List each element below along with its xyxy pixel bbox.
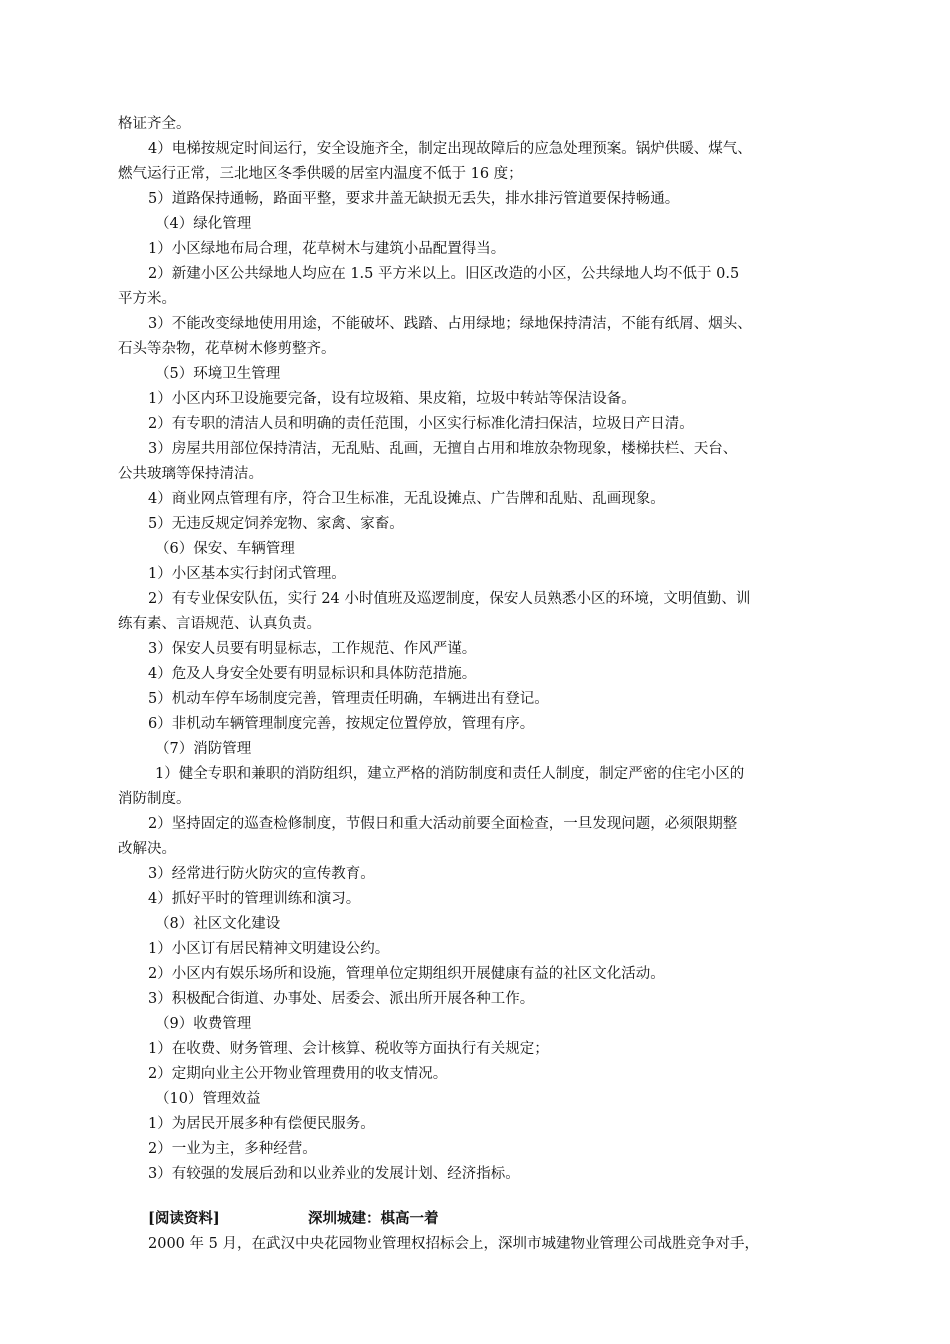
text-line: 4）危及人身安全处要有明显标识和具体防范措施。 bbox=[148, 666, 477, 682]
text-line: 3）有较强的发展后劲和以业养业的发展计划、经济指标。 bbox=[148, 1166, 520, 1182]
text-line: 格证齐全。 bbox=[118, 116, 191, 132]
text-line: 3）房屋共用部位保持清洁，无乱贴、乱画，无擅自占用和堆放杂物现象，楼梯扶栏、天台、 bbox=[148, 441, 738, 457]
text-line: 1）小区订有居民精神文明建设公约。 bbox=[148, 941, 390, 957]
document-page bbox=[118, 112, 850, 1257]
text-line: 石头等杂物，花草树木修剪整齐。 bbox=[118, 341, 336, 357]
text-line: 4）抓好平时的管理训练和演习。 bbox=[148, 891, 361, 907]
text-line: 1）小区基本实行封闭式管理。 bbox=[148, 566, 346, 582]
text-line: 1）健全专职和兼职的消防组织，建立严格的消防制度和责任人制度，制定严密的住宅小区的 bbox=[155, 766, 745, 782]
text-line: 消防制度。 bbox=[118, 791, 191, 807]
text-line: 1）小区内环卫设施要完备，设有垃圾箱、果皮箱，垃圾中转站等保洁设备。 bbox=[148, 391, 636, 407]
text-line: 6）非机动车辆管理制度完善，按规定位置停放，管理有序。 bbox=[148, 716, 535, 732]
text-line: 4）商业网点管理有序，符合卫生标准，无乱设摊点、广告牌和乱贴、乱画现象。 bbox=[148, 491, 665, 507]
text-line: 2）定期向业主公开物业管理费用的收支情况。 bbox=[148, 1066, 448, 1082]
text-line: 改解决。 bbox=[118, 841, 176, 857]
text-line: （7）消防管理 bbox=[155, 741, 252, 757]
body-text bbox=[118, 112, 850, 1187]
text-line: （6）保安、车辆管理 bbox=[155, 541, 295, 557]
reading-heading bbox=[118, 1206, 850, 1232]
text-line: 5）机动车停车场制度完善，管理责任明确，车辆进出有登记。 bbox=[148, 691, 549, 707]
text-line: 5）无违反规定饲养宠物、家禽、家畜。 bbox=[148, 516, 404, 532]
text-line: （8）社区文化建设 bbox=[155, 916, 281, 932]
text-line: 3）保安人员要有明显标志，工作规范、作风严谨。 bbox=[148, 641, 477, 657]
reading-first-line: 2000 年 5 月，在武汉中央花园物业管理权招标会上，深圳市城建物业管理公司战胜竞争对手， bbox=[148, 1236, 759, 1252]
text-line: 练有素、言语规范、认真负责。 bbox=[118, 616, 321, 632]
text-line: （9）收费管理 bbox=[155, 1016, 252, 1032]
text-line: 5）道路保持通畅，路面平整，要求井盖无缺损无丢失，排水排污管道要保持畅通。 bbox=[148, 191, 680, 207]
text-line: 公共玻璃等保持清洁。 bbox=[118, 466, 263, 482]
text-line: （10）管理效益 bbox=[155, 1091, 261, 1107]
reading-title: 深圳城建：棋高一着 bbox=[308, 1210, 439, 1227]
text-line: 4）电梯按规定时间运行，安全设施齐全，制定出现故障后的应急处理预案。锅炉供暖、煤气、 bbox=[148, 141, 752, 157]
text-line: 2）坚持固定的巡查检修制度，节假日和重大活动前要全面检查，一旦发现问题，必须限期整 bbox=[148, 816, 738, 832]
text-line: 3）不能改变绿地使用用途，不能破坏、践踏、占用绿地；绿地保持清洁，不能有纸屑、烟头、 bbox=[148, 316, 752, 332]
text-line: 2）有专业保安队伍，实行 24 小时值班及巡逻制度，保安人员熟悉小区的环境，文明值勤、训 bbox=[148, 591, 751, 607]
text-line: 2）一业为主，多种经营。 bbox=[148, 1141, 317, 1157]
reading-tag: [阅读资料] bbox=[148, 1210, 220, 1227]
text-line: （4）绿化管理 bbox=[155, 216, 252, 232]
section-gap bbox=[118, 1187, 850, 1206]
text-line: 1）在收费、财务管理、会计核算、税收等方面执行有关规定； bbox=[148, 1041, 549, 1057]
text-line: 2）有专职的清洁人员和明确的责任范围，小区实行标准化清扫保洁，垃圾日产日清。 bbox=[148, 416, 694, 432]
text-line: 平方米。 bbox=[118, 291, 176, 307]
text-line: （5）环境卫生管理 bbox=[155, 366, 281, 382]
text-line: 燃气运行正常，三北地区冬季供暖的居室内温度不低于 16 度； bbox=[118, 166, 523, 182]
text-line: 3）积极配合街道、办事处、居委会、派出所开展各种工作。 bbox=[148, 991, 535, 1007]
text-line: 3）经常进行防火防灾的宣传教育。 bbox=[148, 866, 375, 882]
text-line: 2）小区内有娱乐场所和设施，管理单位定期组织开展健康有益的社区文化活动。 bbox=[148, 966, 665, 982]
text-line: 2）新建小区公共绿地人均应在 1.5 平方米以上。旧区改造的小区，公共绿地人均不低于 0.5 bbox=[148, 266, 740, 282]
text-line: 1）为居民开展多种有偿便民服务。 bbox=[148, 1116, 375, 1132]
text-line: 1）小区绿地布局合理，花草树木与建筑小品配置得当。 bbox=[148, 241, 506, 257]
